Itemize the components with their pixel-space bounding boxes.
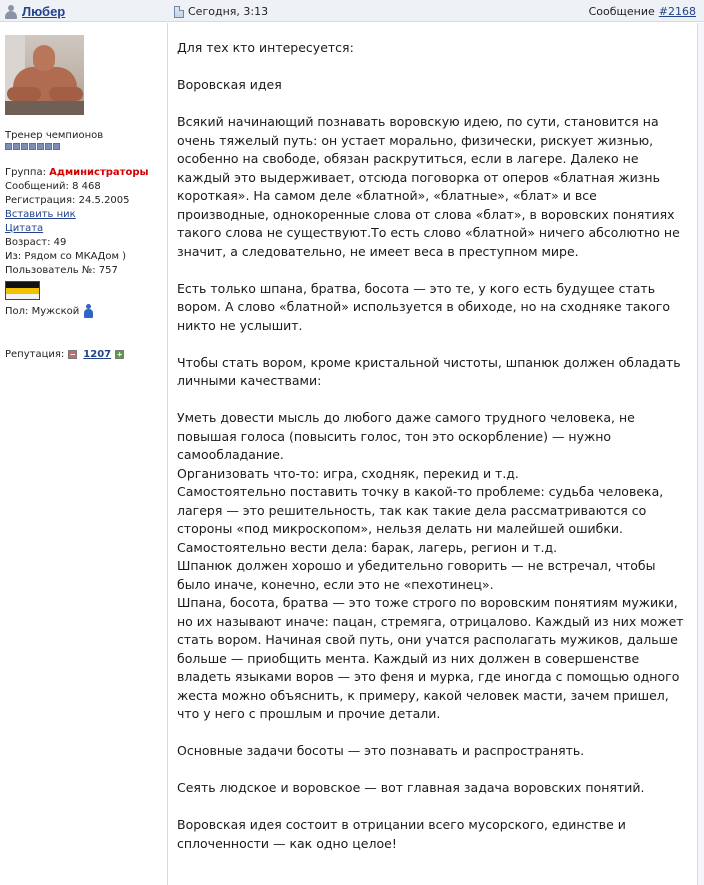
from-value: Рядом со МКАДом ) (24, 251, 127, 262)
user-icon (4, 5, 18, 19)
reputation-row (5, 347, 128, 361)
post-number-link[interactable]: #2168 (658, 5, 696, 18)
posts-value: 8 468 (72, 181, 101, 192)
user-info (5, 166, 165, 278)
post-paragraph: Чтобы стать вором, кроме кристальной чистоты, шпанюк должен обладать личными качествами: (177, 354, 681, 388)
user-number-value: 757 (98, 265, 118, 276)
rank-pips (5, 143, 61, 150)
user-number-label: Пользователь №: (5, 265, 96, 276)
author-block (4, 3, 164, 20)
post-paragraph: Всякий начинающий познавать воровскую идею, по сути, становится на очень тяжелый путь: он устает морально, физически, рискует жизнью, особенно на свободе, обязан раскрутиться, если в лагере. Далеко не каждый это выдерживает, отсюда поговорка от оперов «блатная жизнь короткая». На самом деле «блатной», «блатные», «блат» и все производные, однокоренные слова от слова «блат», в воровских понятиях такого слова не существуют.То есть слово «блатной» ничего абсолютно не значит, а следовательно, не имеет веса в преступном мире. (177, 114, 680, 259)
age-row (5, 236, 165, 250)
user-number-row (5, 264, 165, 278)
age-label: Возраст: (5, 237, 51, 248)
author-link[interactable]: Любер (22, 4, 66, 19)
rank-pip (29, 143, 36, 150)
group-label: Группа: (5, 167, 46, 178)
flag-icon (5, 281, 40, 300)
post-paragraph: Сеять людское и воровское — вот главная задача воровских понятий. (177, 780, 645, 795)
rank-pip (5, 143, 12, 150)
post-number-block (589, 3, 696, 20)
scroll-rail (697, 23, 704, 885)
posts-label: Сообщений: (5, 181, 69, 192)
reputation-minus-button[interactable]: − (68, 350, 77, 359)
rank-title: Тренер чемпионов (5, 130, 104, 141)
registration-value: 24.5.2005 (78, 195, 130, 206)
post-paragraph: Основные задачи босоты — это познавать и распространять. (177, 743, 585, 758)
rank-pip (37, 143, 44, 150)
post-line: Самостоятельно поставить точку в какой-то проблеме: судьба человека, лагеря — это решительность, так как такие дела рассматриваются со стороны «под микроскопом», нельзя делать ни малейшей ошибки. (177, 484, 664, 536)
post-paragraph: Есть только шпана, братва, босота — это те, у кого есть будущее стать вором. А слово «блатной» используется в обиходе, но на сходняке такого никто не услышит. (177, 280, 670, 333)
posts-row (5, 180, 165, 194)
reputation-plus-button[interactable]: + (115, 350, 124, 359)
avatar[interactable] (5, 35, 84, 115)
gender-value: Мужской (31, 305, 80, 317)
post-date-block (174, 3, 268, 20)
gender-row (5, 304, 93, 318)
user-sidebar (0, 23, 168, 885)
post-date: Сегодня, 3:13 (188, 5, 269, 18)
insert-nick-link[interactable]: Вставить ник (5, 209, 76, 220)
from-label: Из: (5, 251, 22, 262)
post-paragraph: Для тех кто интересуется: (177, 40, 354, 55)
group-value: Администраторы (49, 167, 149, 178)
rank-pip (53, 143, 60, 150)
rank-pip (45, 143, 52, 150)
rank-pip (13, 143, 20, 150)
male-icon (84, 304, 93, 318)
age-value: 49 (53, 237, 67, 248)
post-icon (174, 6, 184, 18)
message-label: Сообщение (588, 5, 655, 18)
reputation-value[interactable]: 1207 (83, 348, 112, 360)
post-line: Шпана, босота, братва — это тоже строго по воровским понятиям мужики, но их называют иначе: пацан, стремяга, отрицалово. Каждый из них может стать вором. Начиная свой путь, они учатся располагать мужиков, дальше больше — приобщить мента. Каждый из них должен в совершенстве владеть языками воров — это феня и мурка, где иногда с помощью одного жеста можно объяснить, к примеру, какой человек масти, зачем пришел, что у него с прошлым и прочие детали. (177, 595, 684, 721)
post-line: Шпанюк должен хорошо и убедительно говорить — не встречал, чтобы было иначе, конечно, если это не «пехотинец». (177, 558, 656, 592)
reputation-label: Репутация: (5, 348, 65, 360)
registration-row (5, 194, 165, 208)
post-header (0, 0, 704, 22)
post-body (169, 23, 697, 885)
quote-link[interactable]: Цитата (5, 223, 44, 234)
post-paragraph: Воровская идея состоит в отрицании всего мусорского, единстве и сплоченности — как одно целое! (177, 817, 626, 851)
post-line: Организовать что-то: игра, сходняк, перекид и т.д. (177, 465, 519, 481)
from-row (5, 250, 165, 264)
group-row (5, 166, 165, 180)
gender-label: Пол: (5, 305, 29, 317)
post-line: Уметь довести мысль до любого даже самого трудного человека, не повышая голоса (повысить голос, тон это оскорбление) — нужно самообладание. (177, 410, 635, 462)
rank-pip (21, 143, 28, 150)
post-line: Самостоятельно вести дела: барак, лагерь, регион и т.д. (177, 539, 558, 555)
post-heading: Воровская идея (177, 77, 282, 92)
post-text (177, 39, 689, 872)
registration-label: Регистрация: (5, 195, 76, 206)
